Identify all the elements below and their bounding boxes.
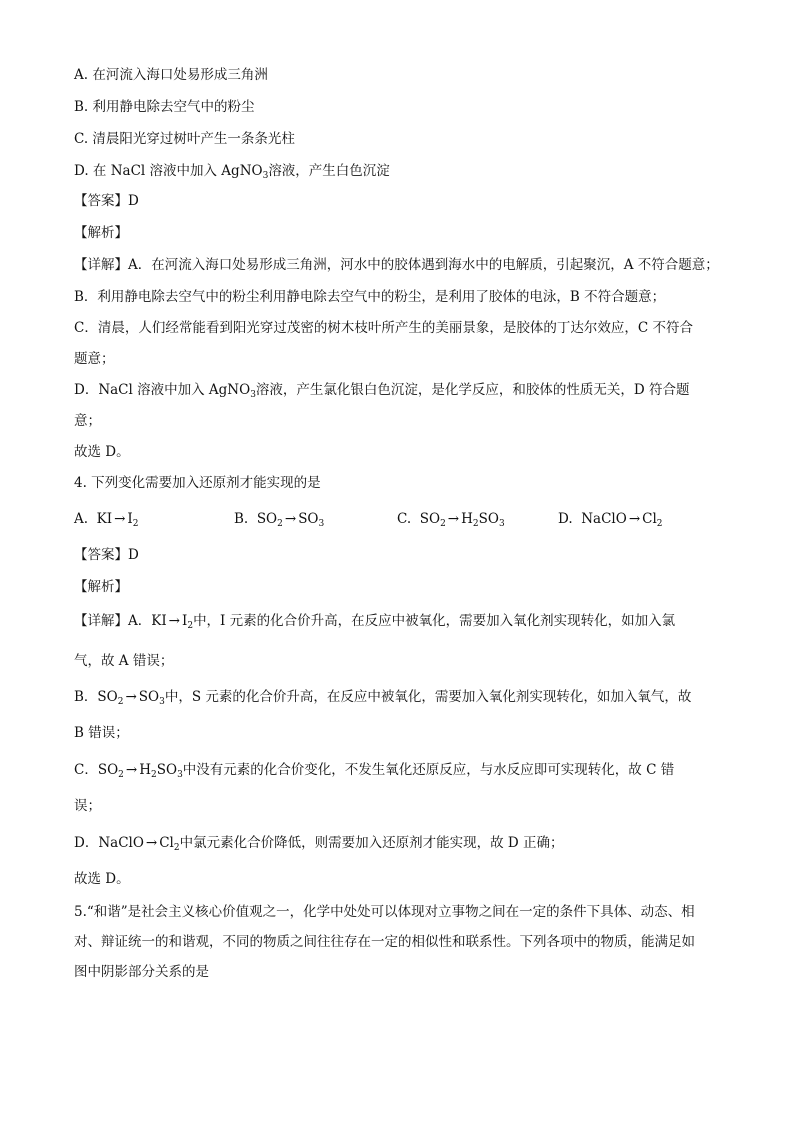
q3-detail-d2: 意； — [74, 413, 101, 429]
q4-option-a — [74, 510, 138, 528]
option-label: A. — [74, 511, 89, 527]
q5-stem-line-3: 图中阴影部分关系的是 — [74, 964, 209, 980]
formula: NaClO → $Cl_2$ — [581, 511, 663, 529]
q4-detail-c-cont: 误； — [74, 798, 101, 814]
q3-detail-b: B．利用静电除去空气中的粉尘利用静电除去空气中的粉尘，是利用了胶体的电泳，B 不符合题意； — [74, 289, 666, 305]
q4-answer: 【答案】D — [74, 547, 139, 563]
q4-detail-a — [74, 612, 675, 630]
formula: $SO_2 \to SO_3$ — [97, 689, 165, 707]
subscript: 3 — [262, 171, 269, 181]
q3-detail-a: 【详解】A．在河流入海口处易形成三角洲，河水中的胶体遇到海水中的电解质，引起聚沉，A 不符合题意； — [74, 257, 719, 273]
q3-option-b: B. 利用静电除去空气中的粉尘 — [74, 99, 255, 115]
q4-detail-d — [74, 834, 564, 852]
option-label: B. — [234, 511, 249, 527]
q4-detail-b — [74, 688, 691, 706]
q4-detail-b-cont: B 错误； — [74, 725, 129, 741]
formula: KI → $I_2$ — [96, 511, 139, 529]
q3-detail-c1: C．清晨，人们经常能看到阳光穿过茂密的树木枝叶所产生的美丽景象，是胶体的丁达尔效应，C 不符合 — [74, 320, 693, 336]
subscript: 3 — [250, 390, 256, 400]
detail-text: 中没有元素的化合价变化，不发生氧化还原反应，与水反应即可实现转化，故 C 错 — [182, 762, 675, 778]
q3-detail-d1-text: D．NaCl 溶液中加入 AgNO — [74, 382, 251, 398]
detail-prefix: C． — [74, 762, 98, 778]
q3-option-d-text: D. 在 NaCl 溶液中加入 AgNO — [74, 163, 263, 179]
q3-answer: 【答案】D — [74, 193, 139, 209]
q3-option-d-text-end: 溶液，产生白色沉淀 — [268, 163, 390, 179]
q3-analysis-label: 【解析】 — [74, 225, 128, 241]
detail-prefix: B． — [74, 689, 98, 705]
q4-conclusion: 故选 D。 — [74, 871, 130, 887]
detail-prefix: 【详解】A． — [74, 613, 152, 629]
formula: KI → $I_2$ — [151, 613, 194, 631]
detail-text: 中，I 元素的化合价升高，在反应中被氧化，需要加入氧化剂实现转化，如加入氯 — [193, 613, 676, 629]
option-label: D. — [558, 511, 573, 527]
q3-conclusion: 故选 D。 — [74, 444, 130, 460]
q3-option-d — [74, 162, 390, 180]
q3-option-a: A. 在河流入海口处易形成三角洲 — [74, 67, 268, 83]
q4-option-b — [234, 510, 324, 528]
q4-stem: 4. 下列变化需要加入还原剂才能实现的是 — [74, 475, 321, 491]
q5-stem-line-1: 5.“和谐”是社会主义核心价值观之一，化学中处处可以体现对立事物之间在一定的条件下具体、动态、相 — [74, 904, 695, 920]
q4-option-c — [397, 510, 505, 528]
q3-detail-d1 — [74, 381, 690, 399]
formula: $SO_2 \to H_2SO_3$ — [97, 762, 183, 780]
q5-stem-line-2: 对、辩证统一的和谐观，不同的物质之间往往存在一定的相似性和联系性。下列各项中的物质，能满足如 — [74, 934, 695, 950]
detail-prefix: D． — [74, 835, 99, 851]
detail-text: 中氯元素化合价降低，则需要加入还原剂才能实现，故 D 正确； — [179, 835, 564, 851]
formula: $SO_2 \to H_2SO_3$ — [419, 511, 505, 529]
q4-analysis-label: 【解析】 — [74, 579, 128, 595]
q4-option-d — [558, 510, 663, 528]
formula: $SO_2 \to SO_3$ — [256, 511, 325, 529]
q4-detail-a-cont: 气，故 A 错误； — [74, 653, 174, 669]
q4-detail-c — [74, 761, 674, 779]
formula: NaClO → $Cl_2$ — [98, 835, 180, 853]
q3-option-c: C. 清晨阳光穿过树叶产生一条条光柱 — [74, 131, 295, 147]
q3-detail-d1-text-end: 溶液，产生氯化银白色沉淀，是化学反应，和胶体的性质无关，D 符合题 — [255, 382, 690, 398]
option-label: C. — [397, 511, 412, 527]
detail-text: 中，S 元素的化合价升高，在反应中被氧化，需要加入氧化剂实现转化，如加入氧气，故 — [164, 689, 692, 705]
q3-detail-c2: 题意； — [74, 351, 115, 367]
